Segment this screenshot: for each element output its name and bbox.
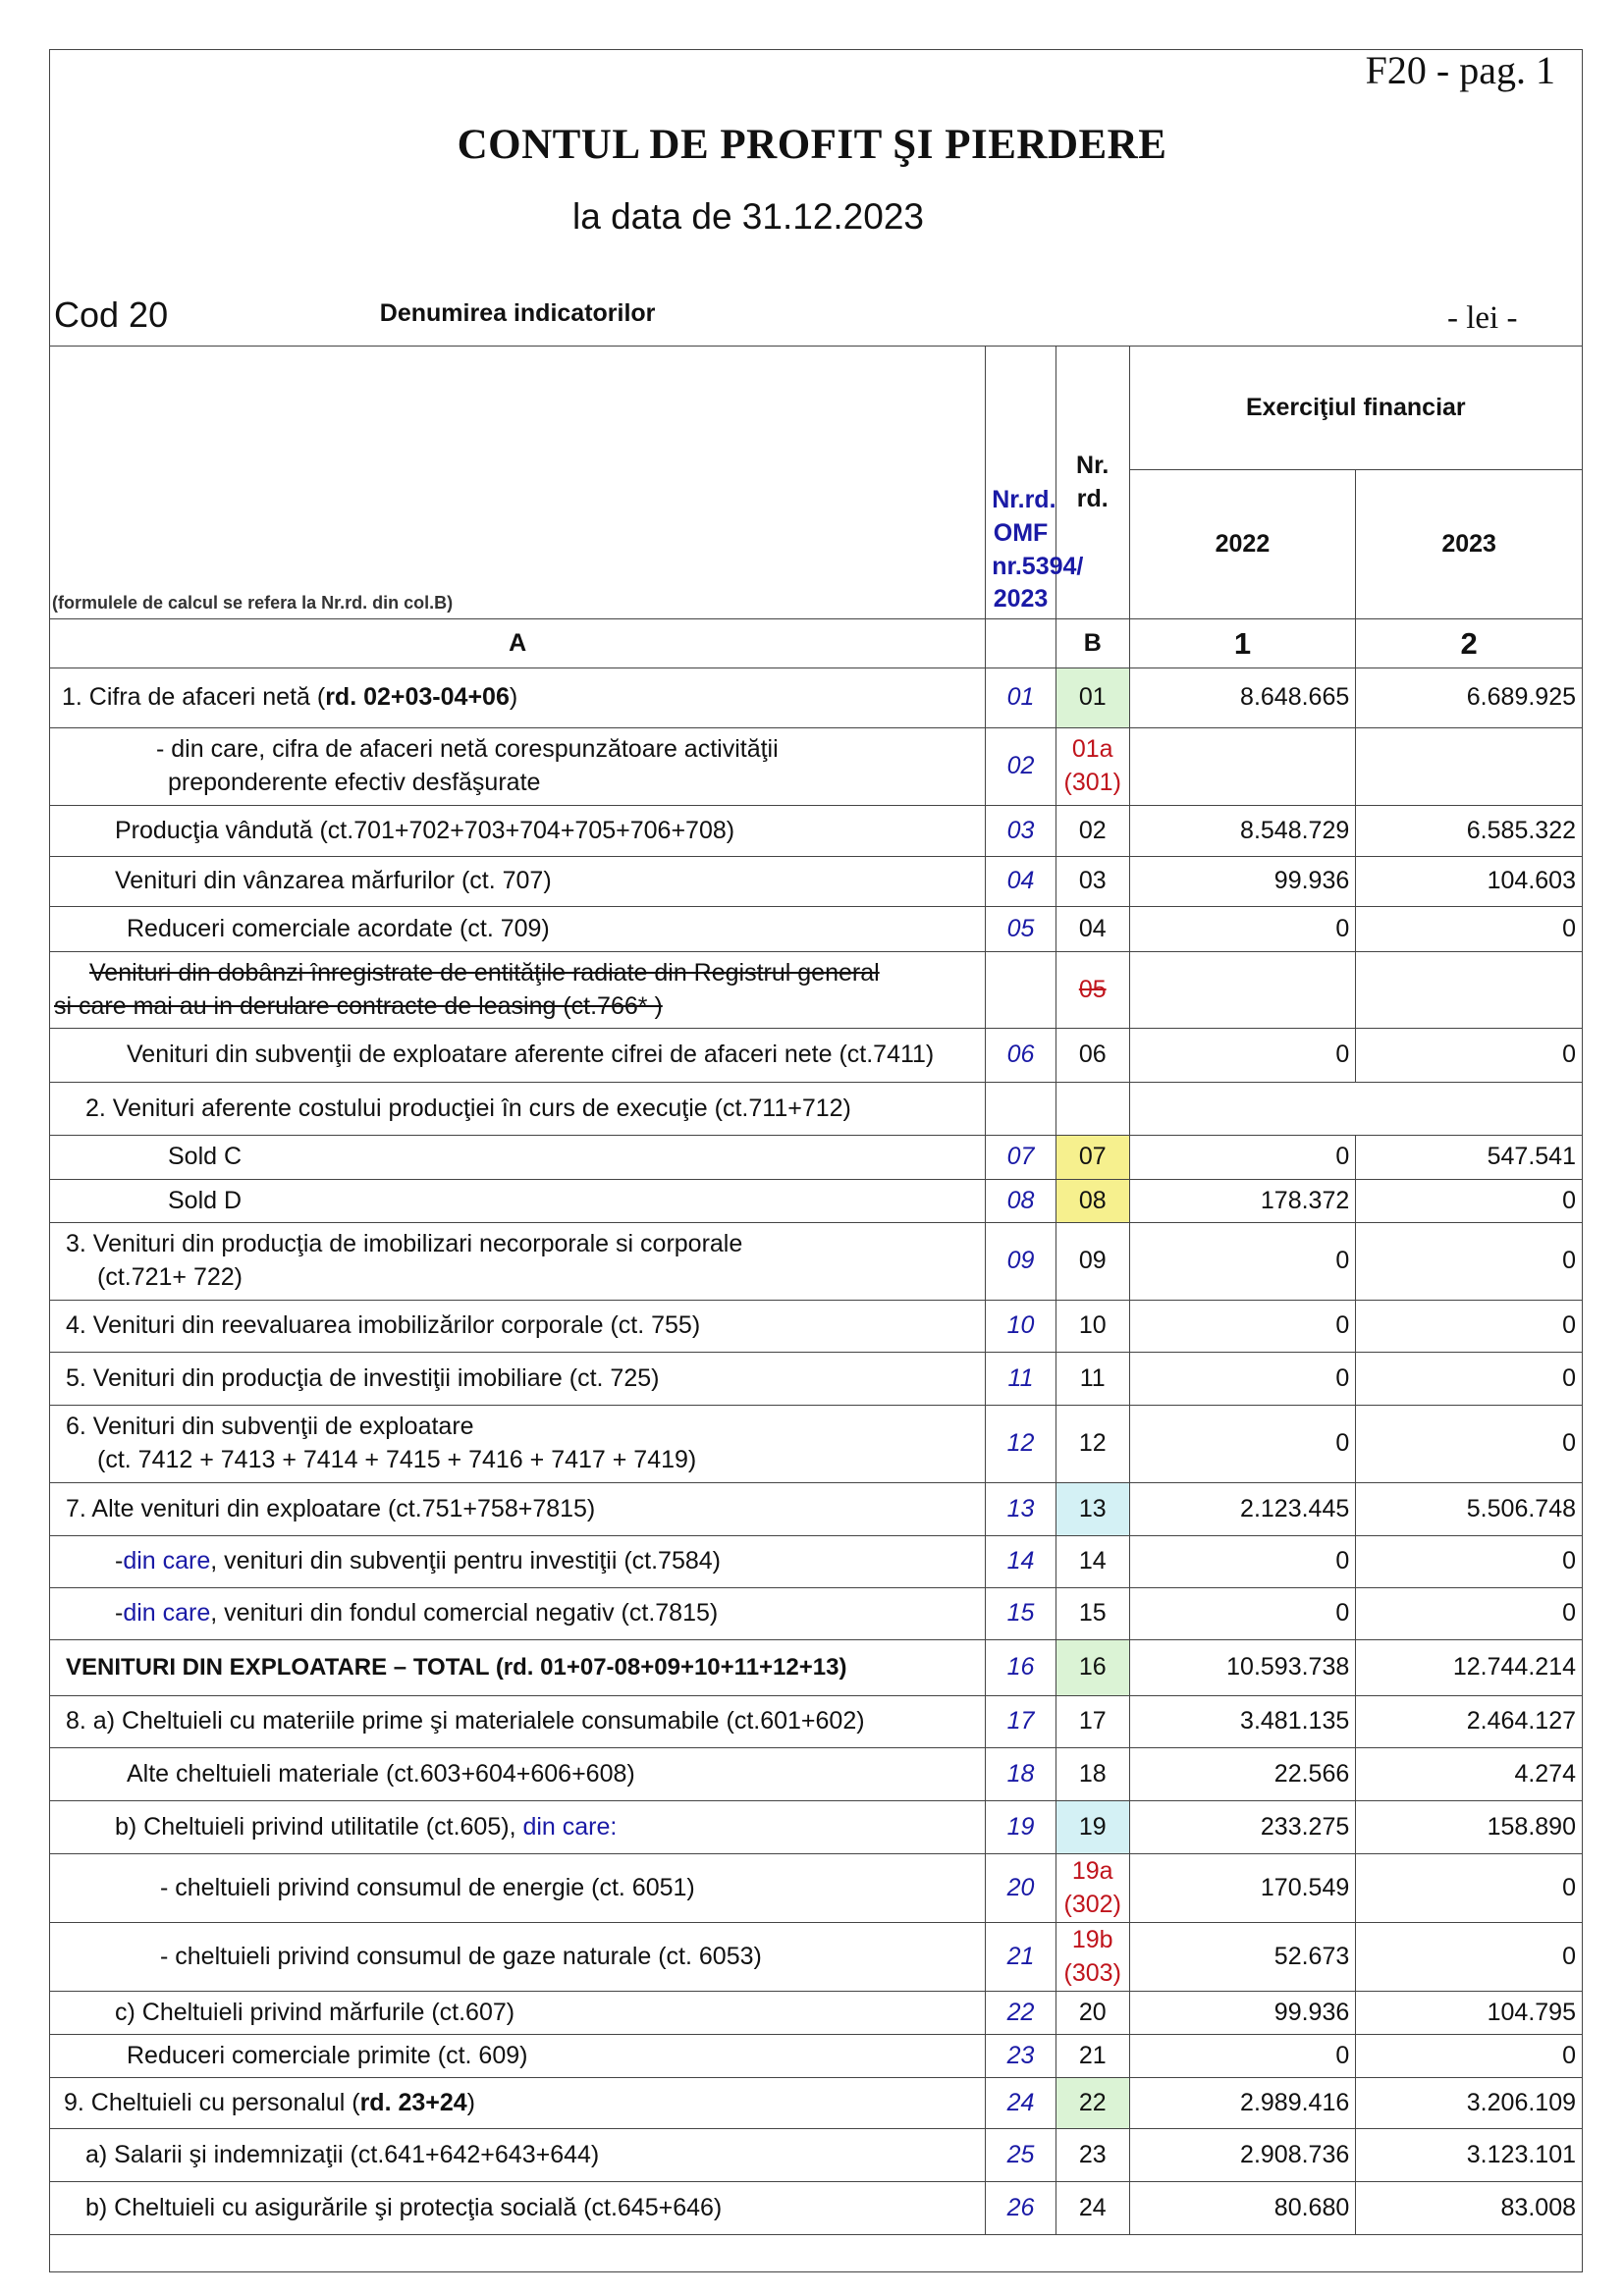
value-2022: 233.275 (1129, 1801, 1356, 1854)
row-label: Venituri din subvenţii de exploatare aferente cifrei de afaceri nete (ct.7411) (50, 1029, 986, 1083)
row-omf: 05 (986, 907, 1056, 952)
row-number: 23 (1056, 2129, 1129, 2182)
table-row (50, 1748, 1583, 1801)
row-label: b) Cheltuieli privind utilitatile (ct.605), din care: (50, 1801, 986, 1854)
row-label: Alte cheltuieli materiale (ct.603+604+606+608) (50, 1748, 986, 1801)
row-number: 03 (1056, 857, 1129, 907)
value-2022: 0 (1129, 1406, 1356, 1483)
column-b-label: B (1056, 619, 1129, 668)
row-number: 16 (1056, 1640, 1129, 1696)
table-row (50, 1923, 1583, 1992)
table-row (50, 1353, 1583, 1406)
value-2022: 80.680 (1129, 2182, 1356, 2235)
value-2022: 8.648.665 (1129, 668, 1356, 728)
table-row (50, 1640, 1583, 1696)
value-2023: 0 (1356, 1923, 1583, 1992)
value-2023: 0 (1356, 1301, 1583, 1353)
row-number: 20 (1056, 1992, 1129, 2035)
row-number: 19a (302) (1056, 1854, 1129, 1923)
table-row (50, 1406, 1583, 1483)
row-number: 11 (1056, 1353, 1129, 1406)
page-title: CONTUL DE PROFIT ŞI PIERDERE (457, 122, 1167, 168)
column-2-label: 2 (1356, 619, 1583, 668)
table-row (50, 1483, 1583, 1536)
row-label: - cheltuieli privind consumul de gaze naturale (ct. 6053) (50, 1923, 986, 1992)
table-row (50, 2129, 1583, 2182)
table-row (50, 1029, 1583, 1083)
row-omf (986, 1083, 1056, 1136)
table-row (50, 2078, 1583, 2129)
table-row (50, 668, 1583, 728)
row-label: Sold D (50, 1180, 986, 1223)
value-2022: 0 (1129, 1301, 1356, 1353)
value-2023: 0 (1356, 907, 1583, 952)
table-row (50, 1854, 1583, 1923)
row-omf: 18 (986, 1748, 1056, 1801)
row-number: 15 (1056, 1588, 1129, 1640)
row-label: - cheltuieli privind consumul de energie (ct. 6051) (50, 1854, 986, 1923)
value-2022: 0 (1129, 2035, 1356, 2078)
row-label: b) Cheltuieli cu asigurările şi protecţia socială (ct.645+646) (50, 2182, 986, 2235)
row-label: 2. Venituri aferente costului producţiei în curs de execuţie (ct.711+712) (50, 1083, 986, 1136)
table-row (50, 2035, 1583, 2078)
row-label: Venituri din vânzarea mărfurilor (ct. 707) (50, 857, 986, 907)
row-omf: 13 (986, 1483, 1056, 1536)
formula-note: (formulele de calcul se refera la Nr.rd. din col.B) (52, 592, 454, 613)
row-label: Reduceri comerciale primite (ct. 609) (50, 2035, 986, 2078)
row-number: 10 (1056, 1301, 1129, 1353)
year-2023-header: 2023 (1356, 470, 1583, 619)
row-omf: 08 (986, 1180, 1056, 1223)
row-label: VENITURI DIN EXPLOATARE – TOTAL (rd. 01+07-08+09+10+11+12+13) (50, 1640, 986, 1696)
table-row (50, 728, 1583, 806)
column-1-label: 1 (1129, 619, 1356, 668)
row-number: 01a (301) (1056, 728, 1129, 806)
value-2022: 0 (1129, 1588, 1356, 1640)
year-2022-header: 2022 (1129, 470, 1356, 619)
table-row (50, 1992, 1583, 2035)
value-2023: 0 (1356, 1353, 1583, 1406)
row-number: 24 (1056, 2182, 1129, 2235)
row-number: 17 (1056, 1696, 1129, 1748)
row-label: 5. Venituri din producţia de investiţii imobiliare (ct. 725) (50, 1353, 986, 1406)
value-empty (1129, 1083, 1582, 1136)
value-2023: 104.603 (1356, 857, 1583, 907)
row-number: 01 (1056, 668, 1129, 728)
table-row (50, 806, 1583, 857)
value-2022: 10.593.738 (1129, 1640, 1356, 1696)
row-omf: 14 (986, 1536, 1056, 1588)
value-2023: 158.890 (1356, 1801, 1583, 1854)
form-code: Cod 20 (54, 294, 169, 335)
value-2022: 178.372 (1129, 1180, 1356, 1223)
row-omf: 09 (986, 1223, 1056, 1301)
omf-row-header: Nr.rd. OMF nr.5394/ 2023 (986, 347, 1056, 619)
row-label: a) Salarii şi indemnizaţii (ct.641+642+643+644) (50, 2129, 986, 2182)
value-2022 (1129, 728, 1356, 806)
row-number: 06 (1056, 1029, 1129, 1083)
table-row (50, 1136, 1583, 1180)
table-row (50, 1223, 1583, 1301)
value-2022: 99.936 (1129, 857, 1356, 907)
row-label: 6. Venituri din subvenţii de exploatare (ct. 7412 + 7413 + 7414 + 7415 + 7416 + 7417 + 7419) (50, 1406, 986, 1483)
value-2022: 3.481.135 (1129, 1696, 1356, 1748)
row-number: 04 (1056, 907, 1129, 952)
row-omf: 07 (986, 1136, 1056, 1180)
value-2023 (1356, 952, 1583, 1029)
value-2023: 0 (1356, 1588, 1583, 1640)
value-2023: 3.206.109 (1356, 2078, 1583, 2129)
table-row (50, 952, 1583, 1029)
value-2023: 0 (1356, 1223, 1583, 1301)
row-number: 22 (1056, 2078, 1129, 2129)
table-row (50, 1588, 1583, 1640)
row-omf: 02 (986, 728, 1056, 806)
value-2022: 8.548.729 (1129, 806, 1356, 857)
table-row (50, 1696, 1583, 1748)
row-number: 18 (1056, 1748, 1129, 1801)
value-2023: 2.464.127 (1356, 1696, 1583, 1748)
value-2023 (1356, 728, 1583, 806)
row-label: Venituri din dobânzi înregistrate de entităţile radiate din Registrul general si care mai au in derulare contracte de leasing (ct.766* ) (50, 952, 986, 1029)
row-omf: 15 (986, 1588, 1056, 1640)
row-label: - din care, cifra de afaceri netă corespunzătoare activităţii preponderente efectiv desfăşurate (50, 728, 986, 806)
currency-label: - lei - (1447, 300, 1518, 336)
value-2023: 3.123.101 (1356, 2129, 1583, 2182)
value-2023: 5.506.748 (1356, 1483, 1583, 1536)
row-number: 08 (1056, 1180, 1129, 1223)
row-label: Sold C (50, 1136, 986, 1180)
value-2023: 83.008 (1356, 2182, 1583, 2235)
row-number: 07 (1056, 1136, 1129, 1180)
row-number: 19 (1056, 1801, 1129, 1854)
row-label: Producţia vândută (ct.701+702+703+704+705+706+708) (50, 806, 986, 857)
row-omf (986, 952, 1056, 1029)
row-label: Reduceri comerciale acordate (ct. 709) (50, 907, 986, 952)
value-2022: 99.936 (1129, 1992, 1356, 2035)
table-row (50, 2182, 1583, 2235)
row-label: -din care, venituri din subvenţii pentru investiţii (ct.7584) (50, 1536, 986, 1588)
row-number-header: Nr. rd. (1056, 347, 1129, 619)
value-2022: 0 (1129, 1536, 1356, 1588)
row-omf: 24 (986, 2078, 1056, 2129)
table-row (50, 1301, 1583, 1353)
row-omf: 06 (986, 1029, 1056, 1083)
value-2023: 12.744.214 (1356, 1640, 1583, 1696)
value-2022: 0 (1129, 907, 1356, 952)
row-number: 05 (1056, 952, 1129, 1029)
indicator-name-header-label: Denumirea indicatorilor (379, 299, 656, 327)
row-label: 7. Alte venituri din exploatare (ct.751+758+7815) (50, 1483, 986, 1536)
value-2022: 0 (1129, 1136, 1356, 1180)
value-2022: 0 (1129, 1353, 1356, 1406)
row-omf: 23 (986, 2035, 1056, 2078)
row-number: 13 (1056, 1483, 1129, 1536)
value-2022: 2.989.416 (1129, 2078, 1356, 2129)
table-row (50, 1801, 1583, 1854)
row-number: 09 (1056, 1223, 1129, 1301)
column-a-label: A (50, 619, 986, 668)
table-row (50, 907, 1583, 952)
value-2022: 0 (1129, 1223, 1356, 1301)
value-2023: 4.274 (1356, 1748, 1583, 1801)
row-omf: 01 (986, 668, 1056, 728)
row-label: -din care, venituri din fondul comercial negativ (ct.7815) (50, 1588, 986, 1640)
column-omf-empty (986, 619, 1056, 668)
row-omf: 19 (986, 1801, 1056, 1854)
row-label: 9. Cheltuieli cu personalul (rd. 23+24) (50, 2078, 986, 2129)
value-2023: 6.585.322 (1356, 806, 1583, 857)
row-omf: 12 (986, 1406, 1056, 1483)
row-omf: 16 (986, 1640, 1056, 1696)
row-omf: 10 (986, 1301, 1056, 1353)
row-omf: 20 (986, 1854, 1056, 1923)
table-row (50, 1180, 1583, 1223)
row-omf: 21 (986, 1923, 1056, 1992)
value-2023: 104.795 (1356, 1992, 1583, 2035)
row-label: 8. a) Cheltuieli cu materiile prime şi materialele consumabile (ct.601+602) (50, 1696, 986, 1748)
row-label: c) Cheltuieli privind mărfurile (ct.607) (50, 1992, 986, 2035)
value-2023: 0 (1356, 2035, 1583, 2078)
table-row (50, 857, 1583, 907)
value-2022: 22.566 (1129, 1748, 1356, 1801)
row-number: 12 (1056, 1406, 1129, 1483)
report-date: la data de 31.12.2023 (572, 196, 924, 237)
value-2023: 0 (1356, 1854, 1583, 1923)
row-number: 14 (1056, 1536, 1129, 1588)
row-omf: 25 (986, 2129, 1056, 2182)
row-number: 21 (1056, 2035, 1129, 2078)
value-2023: 547.541 (1356, 1136, 1583, 1180)
row-label: 1. Cifra de afaceri netă (rd. 02+03-04+06) (50, 668, 986, 728)
value-2023: 0 (1356, 1180, 1583, 1223)
row-omf: 03 (986, 806, 1056, 857)
table-row (50, 1536, 1583, 1588)
value-2022: 170.549 (1129, 1854, 1356, 1923)
value-2023: 0 (1356, 1406, 1583, 1483)
row-omf: 04 (986, 857, 1056, 907)
row-omf: 22 (986, 1992, 1056, 2035)
value-2023: 6.689.925 (1356, 668, 1583, 728)
row-omf: 26 (986, 2182, 1056, 2235)
row-omf: 17 (986, 1696, 1056, 1748)
table-row (50, 1083, 1583, 1136)
row-label: 4. Venituri din reevaluarea imobilizărilor corporale (ct. 755) (50, 1301, 986, 1353)
row-omf: 11 (986, 1353, 1056, 1406)
value-2022: 2.123.445 (1129, 1483, 1356, 1536)
value-2023: 0 (1356, 1536, 1583, 1588)
row-label: 3. Venituri din producţia de imobilizari necorporale si corporale (ct.721+ 722) (50, 1223, 986, 1301)
row-number: 02 (1056, 806, 1129, 857)
value-2022: 2.908.736 (1129, 2129, 1356, 2182)
row-number (1056, 1083, 1129, 1136)
value-2023: 0 (1356, 1029, 1583, 1083)
value-2022: 0 (1129, 1029, 1356, 1083)
value-2022: 52.673 (1129, 1923, 1356, 1992)
row-number: 19b (303) (1056, 1923, 1129, 1992)
financial-exercise-header: Exerciţiul financiar (1129, 347, 1582, 470)
page-label: F20 - pag. 1 (1365, 48, 1555, 92)
value-2022 (1129, 952, 1356, 1029)
